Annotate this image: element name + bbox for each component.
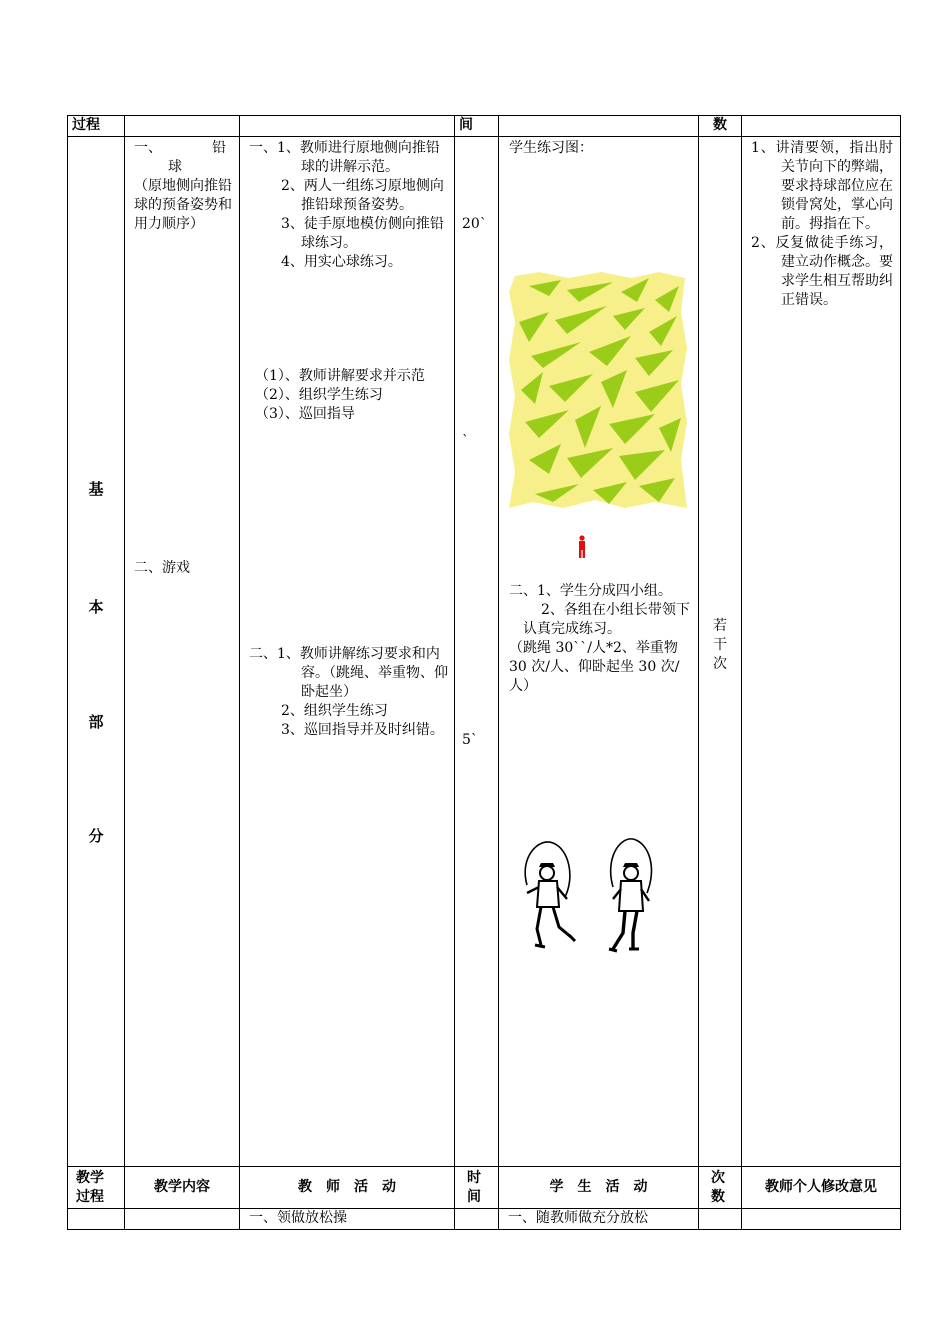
bh-process: 教学过程 [68, 1167, 125, 1209]
student-g2: 2、各组在小组长带领下认真完成练习。 [523, 602, 690, 637]
count-char-2: 干 [713, 637, 727, 653]
student-g3: （跳绳 30``/人*2、举重物 30 次/人、仰卧起坐 30 次/人） [509, 640, 680, 694]
main-body-row [68, 137, 901, 1167]
opinion-o2: 2、反复做徒手练习，建立动作概念。要求学生相互帮助纠正错误。 [751, 235, 893, 308]
section-char-4: 分 [88, 827, 104, 845]
count-char-1: 若 [713, 618, 727, 634]
teacher-s1: （1）、教师讲解要求并示范 [255, 368, 425, 384]
teacher-p3: 3、徒手原地模仿侧向推铅球练习。 [281, 216, 444, 251]
bh-teacher: 教 师 活 动 [240, 1167, 455, 1209]
time-cell [455, 137, 499, 1167]
teacher-s2: （2）、组织学生练习 [255, 387, 383, 403]
content-item1-desc: （原地侧向推铅球的预备姿势和用力顺序） [134, 178, 232, 232]
lesson-plan-table [67, 115, 901, 1230]
bh-time: 时间 [455, 1167, 499, 1209]
top-header-row [68, 116, 901, 137]
count-char-3: 次 [713, 656, 727, 672]
student-cell [499, 137, 699, 1167]
time-t3: 5` [462, 732, 478, 748]
teacher-q3: 3、巡回指导并及时纠错。 [281, 722, 444, 738]
bh-student: 学 生 活 动 [499, 1167, 699, 1209]
section-label-cell [68, 137, 125, 1167]
person-icon [576, 535, 588, 559]
header-count: 数 [699, 116, 742, 137]
student-g1: 二、1、学生分成四小组。 [509, 583, 672, 599]
teacher-cell [240, 137, 455, 1167]
teacher-q1: 二、1、教师讲解练习要求和内容。（跳绳、举重物、仰卧起坐） [249, 646, 448, 700]
student-diagram-title: 学生练习图： [509, 140, 593, 156]
time-t2: ` [462, 433, 469, 449]
teacher-p1: 一、1、教师进行原地侧向推铅球的讲解示范。 [249, 140, 440, 175]
last-student: 一、随教师做充分放松 [499, 1209, 699, 1230]
teacher-q2: 2、组织学生练习 [281, 703, 388, 719]
content-cell [125, 137, 240, 1167]
bh-opinion: 教师个人修改意见 [742, 1167, 901, 1209]
content-item1-num: 一、 [134, 140, 162, 156]
practice-field-diagram [509, 272, 689, 512]
section-char-3: 部 [88, 713, 104, 731]
bottom-header-row [68, 1167, 901, 1209]
last-teacher: 一、领做放松操 [240, 1209, 455, 1230]
last-row [68, 1209, 901, 1230]
count-cell [699, 137, 742, 1167]
header-process: 过程 [68, 116, 125, 137]
content-item1-title2: 球 [168, 159, 182, 175]
jump-rope-figure-2-icon [603, 837, 661, 955]
bh-content: 教学内容 [125, 1167, 240, 1209]
teacher-p2: 2、两人一组练习原地侧向推铅球预备姿势。 [281, 178, 444, 213]
section-char-2: 本 [88, 598, 104, 616]
header-time: 间 [455, 116, 499, 137]
section-char-1: 基 [88, 480, 104, 498]
opinion-o1: 1、讲清要领，指出肘关节向下的弊端，要求持球部位应在锁骨窝处，掌心向前。拇指在下。 [751, 140, 893, 232]
bh-count: 次数 [699, 1167, 742, 1209]
content-item2: 二、游戏 [134, 560, 190, 576]
opinion-cell [742, 137, 901, 1167]
time-t1: 20` [462, 216, 487, 232]
jump-rope-figure-1-icon [519, 837, 577, 955]
content-item1-title: 铅 [212, 140, 226, 156]
teacher-p4: 4、用实心球练习。 [281, 254, 402, 270]
teacher-s3: （3）、巡回指导 [255, 406, 355, 422]
